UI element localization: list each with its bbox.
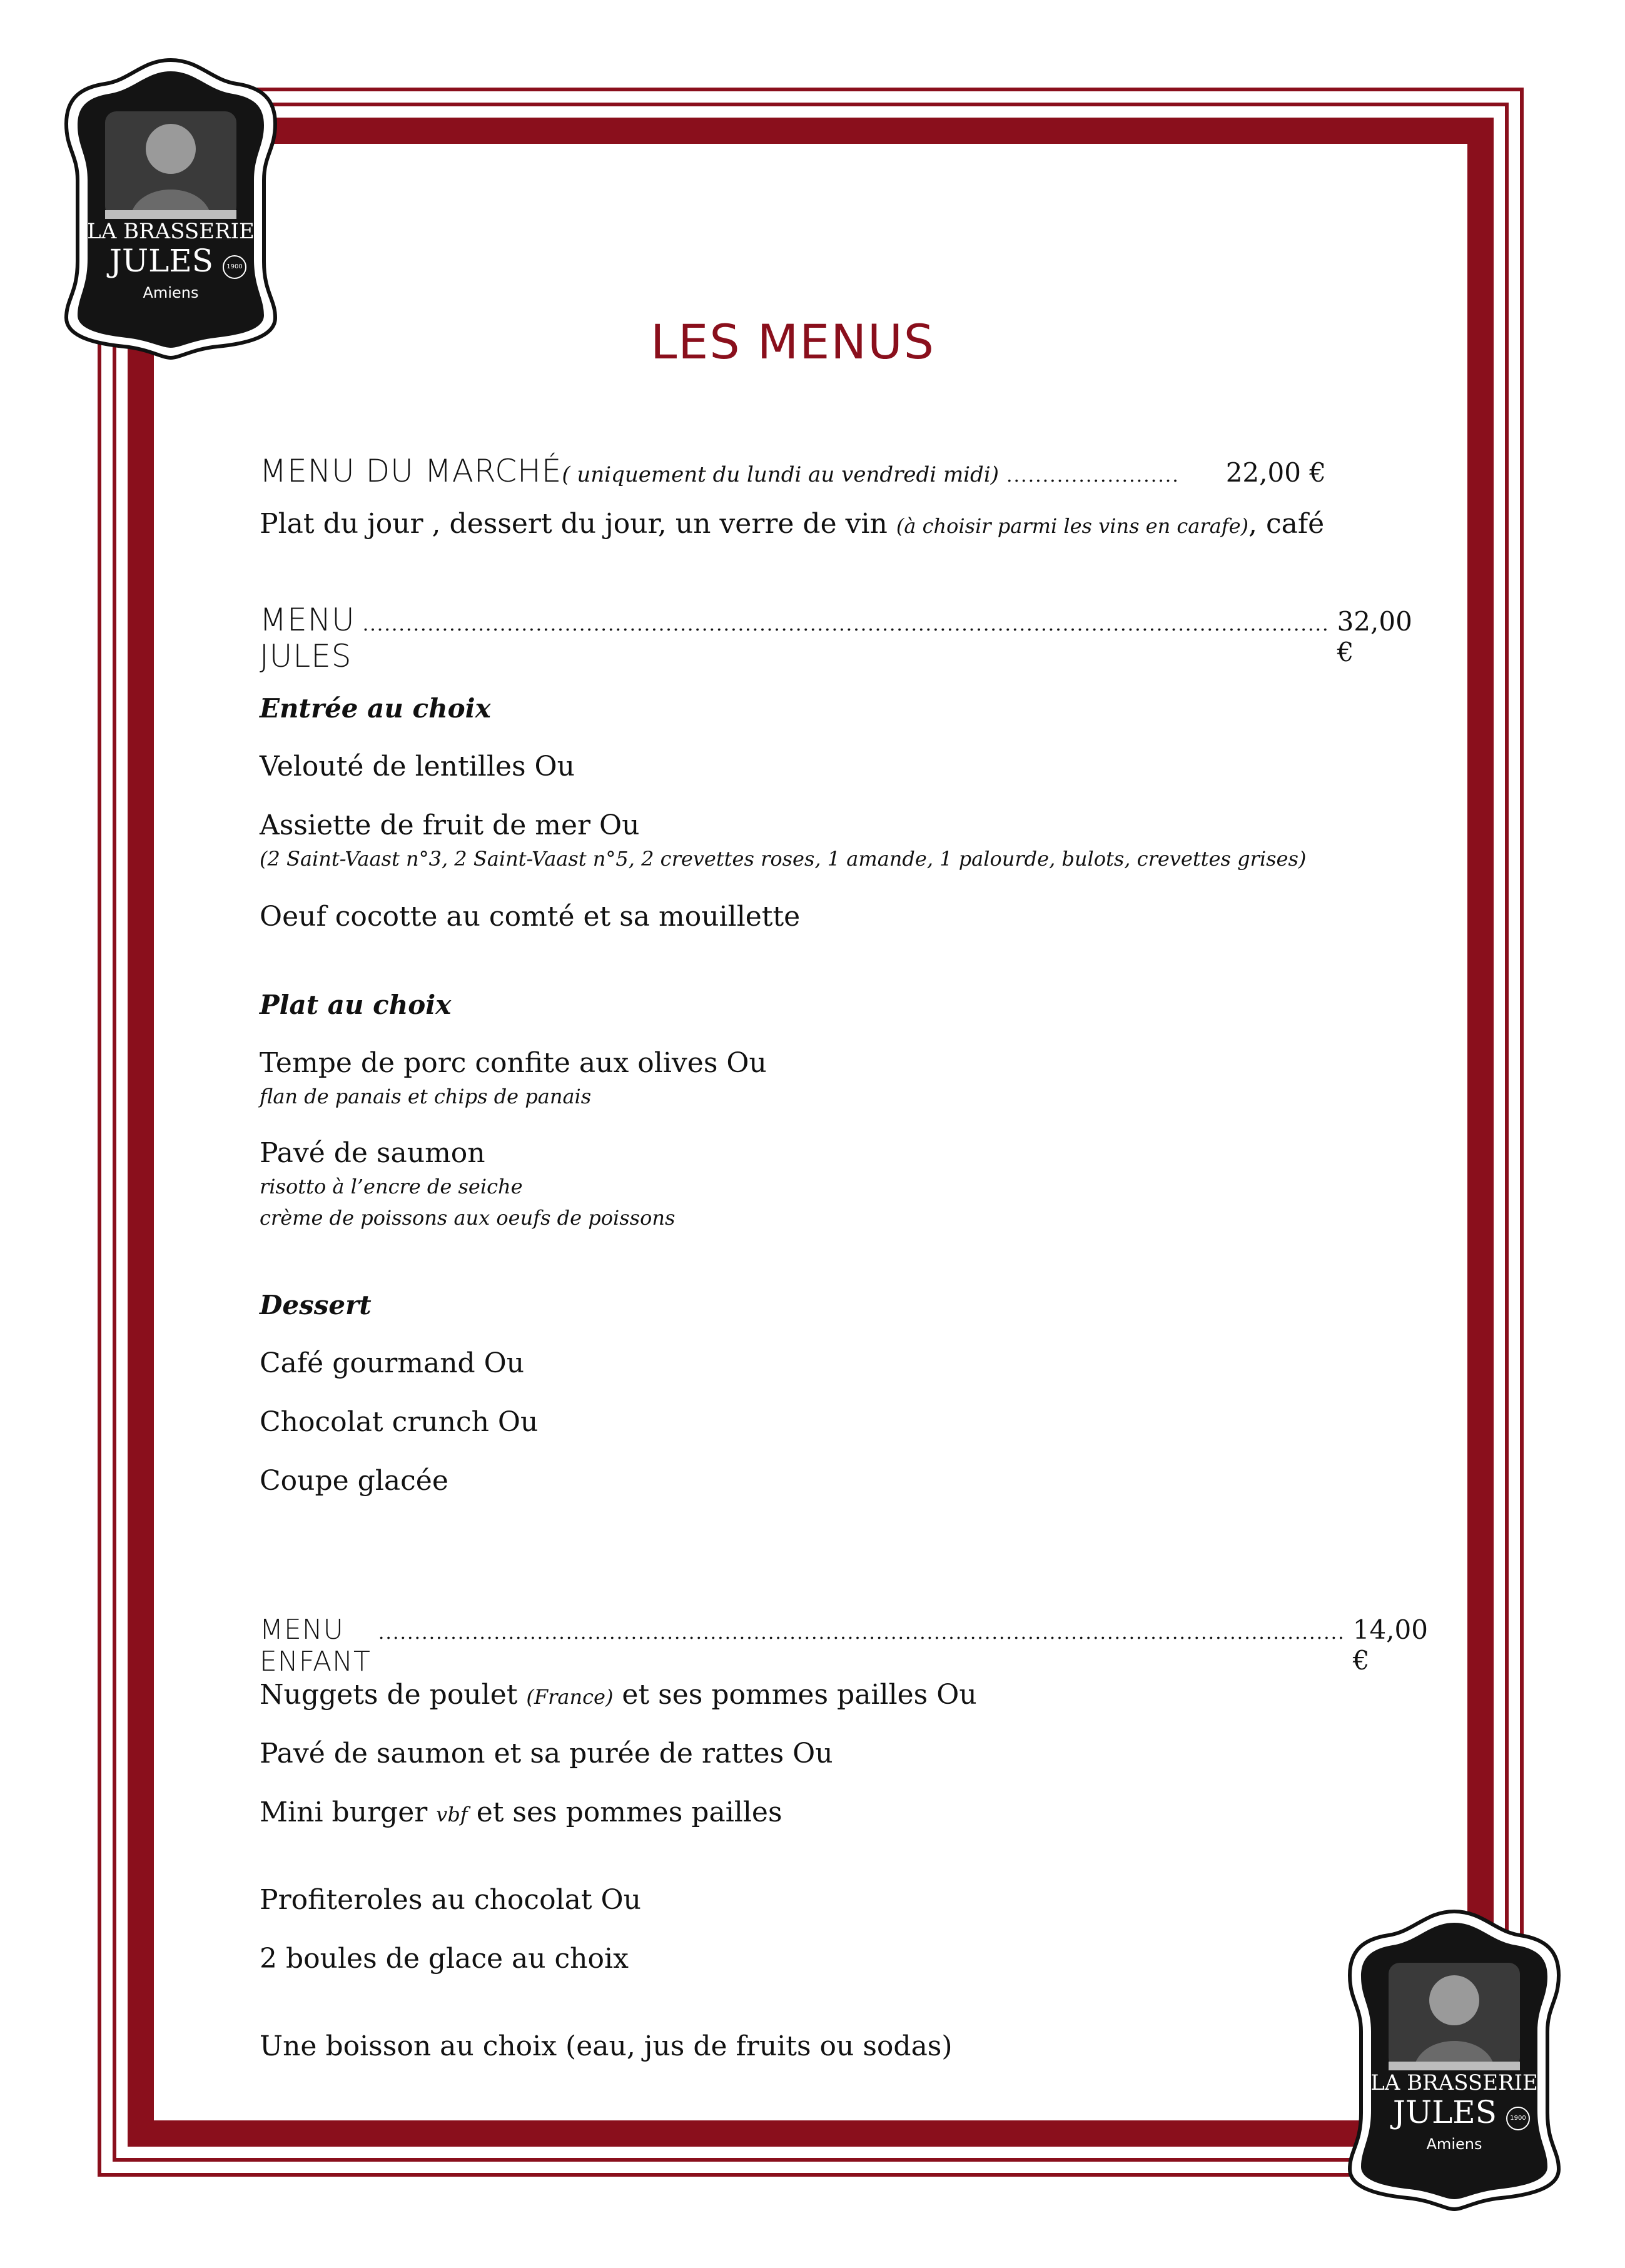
- menu-enfant-price: 14,00 €: [1352, 1614, 1428, 1676]
- page-title: LES MENUS: [650, 314, 936, 370]
- menu-marche-note: ( uniquement du lundi au vendredi midi): [562, 462, 999, 487]
- menu-marche-desc-note: (à choisir parmi les vins en carafe): [896, 514, 1249, 538]
- menu-enfant-header: [260, 1614, 1428, 1678]
- menu-jules-name: MENU JULES: [260, 602, 355, 674]
- menu-jules-price: 32,00 €: [1337, 606, 1412, 667]
- plat-item-2-detail-1: risotto à l’encre de seiche: [260, 1175, 523, 1198]
- brasserie-logo-top: [55, 55, 286, 362]
- plat-item-2: Pavé de saumon: [260, 1137, 485, 1169]
- enfant-dessert-1: Profiteroles au chocolat Ou: [260, 1884, 641, 1916]
- menu-enfant-name: MENU ENFANT: [260, 1614, 371, 1678]
- logo-city: Amiens: [1426, 2135, 1482, 2153]
- logo-line-1: LA BRASSERIE: [1370, 2070, 1538, 2095]
- dessert-item-2: Chocolat crunch Ou: [260, 1406, 539, 1438]
- menu-marche-dots: ........................: [1006, 465, 1180, 487]
- enfant-plat-3: [260, 1796, 782, 1828]
- menu-enfant-dots: ......................................................................................................................................: [378, 1622, 1345, 1644]
- enfant-plat-3-end: et ses pommes pailles: [467, 1796, 782, 1828]
- entree-item-1: Velouté de lentilles Ou: [260, 751, 575, 782]
- menu-marche-price: 22,00 €: [1225, 457, 1326, 488]
- enfant-plat-1: [260, 1679, 977, 1711]
- entree-item-2-detail: (2 Saint-Vaast n°3, 2 Saint-Vaast n°5, 2 crevettes roses, 1 amande, 1 palourde, bulots, crevettes grises): [260, 847, 1307, 871]
- menu-marche-description: [260, 508, 1324, 540]
- menu-jules-dots: ......................................................................................................................................: [362, 614, 1330, 635]
- enfant-plat-2: Pavé de saumon et sa purée de rattes Ou: [260, 1738, 833, 1769]
- menu-content: [260, 0, 1428, 2268]
- brasserie-logo-emblem: [1339, 1906, 1570, 2213]
- menu-marche-desc-main: Plat du jour , dessert du jour, un verre de vin: [260, 508, 896, 540]
- menu-jules-header: [260, 602, 1412, 674]
- logo-city: Amiens: [143, 284, 199, 301]
- plat-item-1: Tempe de porc confite aux olives Ou: [260, 1047, 767, 1079]
- enfant-plat-3-main: Mini burger: [260, 1796, 437, 1828]
- entree-item-2: Assiette de fruit de mer Ou: [260, 809, 640, 841]
- logo-line-1: LA BRASSERIE: [87, 219, 255, 244]
- section-plat: Plat au choix: [260, 990, 452, 1020]
- logo-year: 1900: [1506, 2107, 1530, 2130]
- enfant-boisson: Une boisson au choix (eau, jus de fruits ou sodas): [260, 2030, 953, 2062]
- enfant-plat-1-note: (France): [526, 1685, 614, 1709]
- brasserie-logo-emblem: [55, 55, 286, 362]
- dessert-item-1: Café gourmand Ou: [260, 1347, 525, 1379]
- plat-item-1-detail: flan de panais et chips de panais: [260, 1085, 592, 1108]
- enfant-plat-3-note: vbf: [436, 1803, 468, 1826]
- entree-item-3: Oeuf cocotte au comté et sa mouillette: [260, 901, 801, 933]
- plat-item-2-detail-2: crème de poissons aux oeufs de poissons: [260, 1206, 676, 1230]
- section-entree: Entrée au choix: [260, 693, 491, 724]
- menu-marche-header: [260, 453, 1326, 489]
- menu-marche-desc-end: , café: [1248, 508, 1325, 540]
- enfant-dessert-2: 2 boules de glace au choix: [260, 1943, 629, 1975]
- logo-line-2: JULES: [1392, 2094, 1497, 2130]
- logo-year: 1900: [223, 255, 246, 279]
- enfant-plat-1-main: Nuggets de poulet: [260, 1679, 527, 1711]
- menu-marche-name: MENU DU MARCHÉ: [260, 453, 562, 489]
- logo-line-2: JULES: [109, 243, 214, 279]
- enfant-plat-1-end: et ses pommes pailles Ou: [613, 1679, 977, 1711]
- brasserie-logo-bottom: [1339, 1906, 1570, 2213]
- section-dessert: Dessert: [260, 1290, 372, 1320]
- dessert-item-3: Coupe glacée: [260, 1465, 448, 1497]
